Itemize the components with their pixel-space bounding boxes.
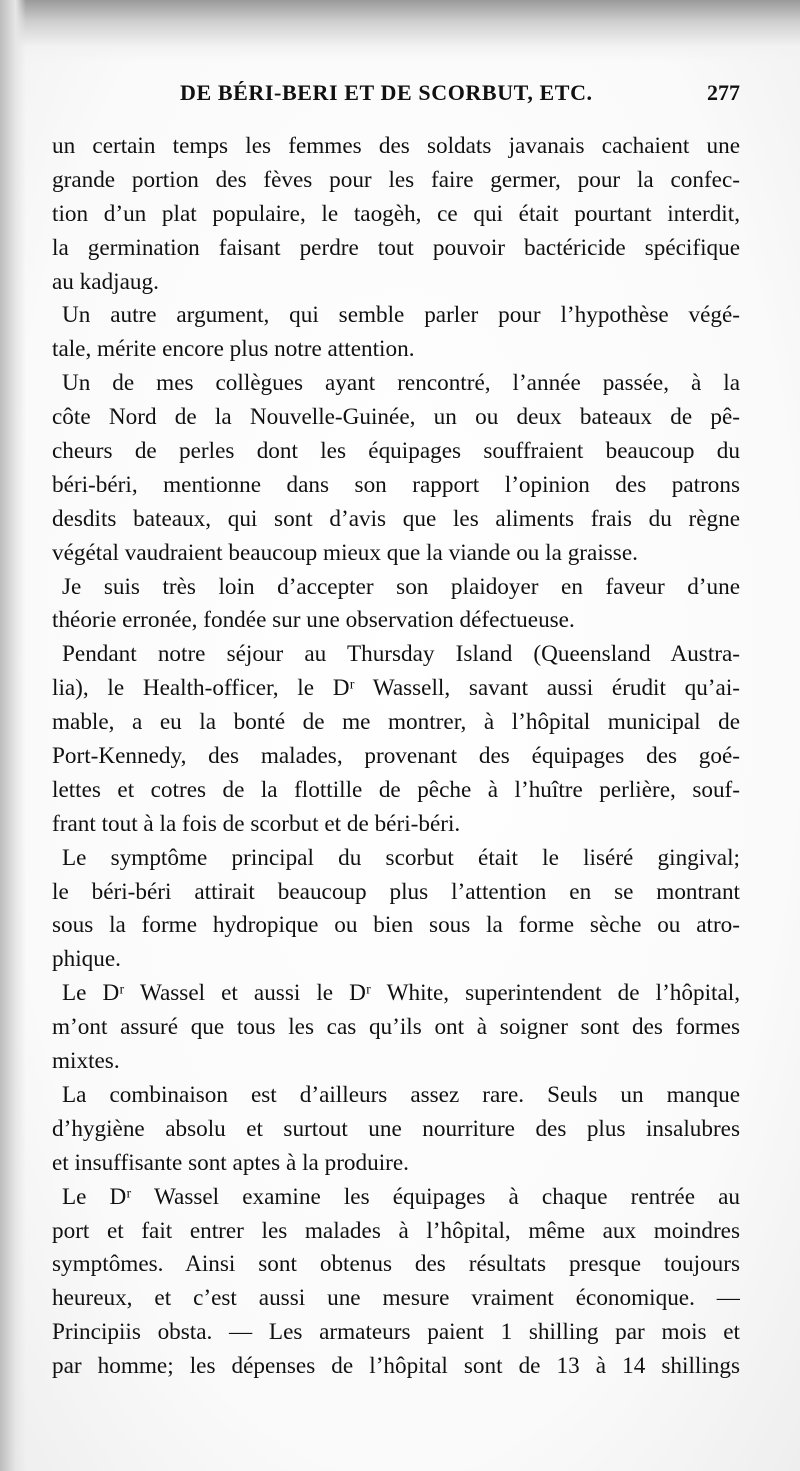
text-line: lettes et cotres de la flottille de pêche à l’huître perlière, souf- xyxy=(52,776,740,803)
text-line: d’hygiène absolu et surtout une nourriture des plus insalubres xyxy=(52,1115,740,1142)
text-line: béri-béri, mentionne dans son rapport l’opinion des patrons xyxy=(52,471,740,498)
text-line: sous la forme hydropique ou bien sous la forme sèche ou atro- xyxy=(52,912,740,939)
text-line: Je suis très loin d’accepter son plaidoyer en faveur d’une xyxy=(62,573,740,600)
text-line: m’ont assuré que tous les cas qu’ils ont à soigner sont des formes xyxy=(52,1014,740,1041)
text-line: Pendant notre séjour au Thursday Island (Queensland Austra- xyxy=(62,641,740,668)
body-text xyxy=(52,130,740,1384)
scan-top-shadow xyxy=(0,0,800,62)
scan-gutter-shadow xyxy=(0,0,26,1471)
text-line: Le Dʳ Wassel examine les équipages à chaque rentrée au xyxy=(62,1183,740,1210)
text-line: Le Dʳ Wassel et aussi le Dʳ White, superintendent de l’hôpital, xyxy=(62,980,740,1007)
text-line: par homme; les dépenses de l’hôpital sont de 13 à 14 shillings xyxy=(52,1353,740,1380)
text-line: frant tout à la fois de scorbut et de béri-béri. xyxy=(52,810,461,837)
text-line: mable, a eu la bonté de me montrer, à l’hôpital municipal de xyxy=(52,709,740,736)
text-line: desdits bateaux, qui sont d’avis que les aliments frais du règne xyxy=(52,505,740,532)
text-line: Le symptôme principal du scorbut était le liséré gingival; xyxy=(62,844,740,871)
text-line: grande portion des fèves pour les faire germer, pour la confec- xyxy=(52,166,740,193)
text-line: phique. xyxy=(52,946,121,973)
text-line: côte Nord de la Nouvelle-Guinée, un ou deux bateaux de pê- xyxy=(52,404,740,431)
text-line: un certain temps les femmes des soldats javanais cachaient une xyxy=(52,133,740,159)
text-line: Principiis obsta. — Les armateurs paient 1 shilling par mois et xyxy=(52,1319,740,1346)
text-line: La combinaison est d’ailleurs assez rare. Seuls un manque xyxy=(62,1081,740,1108)
text-line: Un de mes collègues ayant rencontré, l’année passée, à la xyxy=(62,370,740,397)
text-line: cheurs de perles dont les équipages souffraient beaucoup du xyxy=(52,438,740,465)
text-line: tale, mérite encore plus notre attention. xyxy=(52,336,415,363)
text-line: Port-Kennedy, des malades, provenant des équipages des goé- xyxy=(52,743,740,770)
text-line: le béri-béri attirait beaucoup plus l’attention en se montrant xyxy=(52,878,740,905)
running-head: DE BÉRI-BERI ET DE SCORBUT, ETC. xyxy=(180,80,593,105)
text-line: la germination faisant perdre tout pouvoir bactéricide spécifique xyxy=(52,234,740,261)
text-line: et insuffisante sont aptes à la produire. xyxy=(52,1149,409,1176)
text-line: mixtes. xyxy=(52,1048,120,1075)
text-line: théorie erronée, fondée sur une observation défectueuse. xyxy=(52,607,575,634)
text-line: tion d’un plat populaire, le taogèh, ce qui était pourtant interdit, xyxy=(52,200,740,227)
text-line: port et fait entrer les malades à l’hôpital, même aux moindres xyxy=(52,1217,740,1244)
text-line: végétal vaudraient beaucoup mieux que la viande ou la graisse. xyxy=(52,539,638,566)
text-line: heureux, et c’est aussi une mesure vraiment économique. — xyxy=(52,1285,740,1312)
page-number: 277 xyxy=(707,80,740,105)
text-line: Un autre argument, qui semble parler pour l’hypothèse végé- xyxy=(62,302,740,329)
text-line: symptômes. Ainsi sont obtenus des résultats presque toujours xyxy=(52,1251,740,1278)
text-line: au kadjaug. xyxy=(52,268,159,295)
text-line: lia), le Health-officer, le Dʳ Wassell, savant aussi érudit qu’ai- xyxy=(52,675,740,702)
page-header xyxy=(180,80,740,116)
